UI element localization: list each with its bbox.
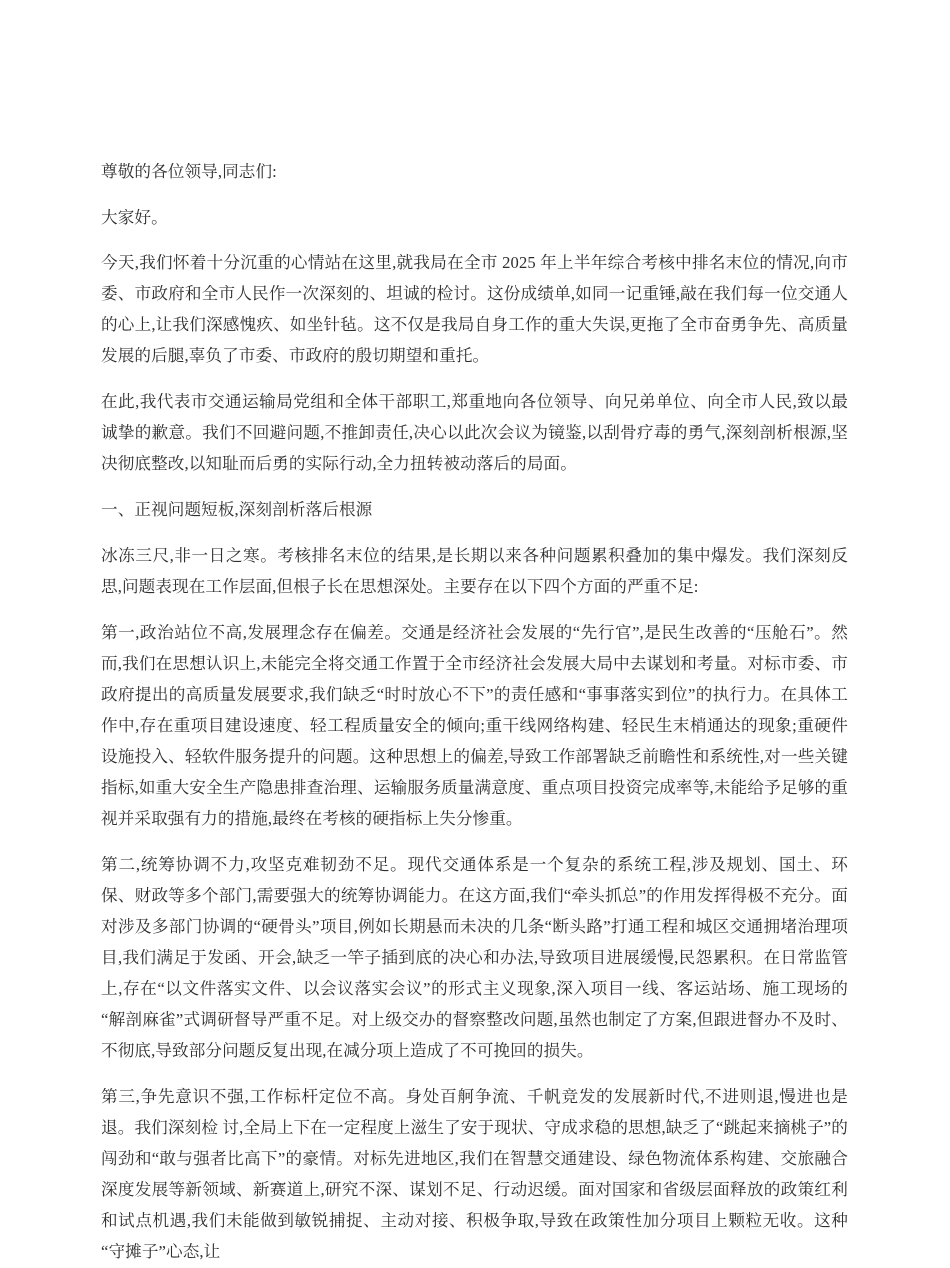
- section-1-lead-paragraph: 冰冻三尺,非一日之寒。考核排名末位的结果,是长期以来各种问题累积叠加的集中爆发。我们深刻反思,问题表现在工作层面,但根子长在思想深处。主要存在以下四个方面的严重不足:: [101, 545, 848, 597]
- greeting-paragraph: 大家好。: [101, 207, 168, 227]
- intro-paragraph-1: 今天,我们怀着十分沉重的心情站在这里,就我局在全市 2025 年上半年综合考核中排名末位的情况,向市委、市政府和全市人民作一次深刻的、坦诚的检讨。这份成绩单,如同一记重锤,敲在我们每一位交通人的心上,让我们深感愧疚、如坐针毡。这不仅是我局自身工作的重大失误,更拖了全市奋勇争先、高质量发展的后腿,辜负了市委、市政府的殷切期望和重托。: [101, 253, 848, 366]
- salutation-paragraph: 尊敬的各位领导,同志们:: [101, 162, 277, 181]
- intro-paragraph-2: 在此,我代表市交通运输局党组和全体干部职工,郑重地向各位领导、向兄弟单位、向全市人民,致以最诚挚的歉意。我们不回避问题,不推卸责任,决心以此次会议为镜鉴,以刮骨疗毒的勇气,深刻剖析根源,坚决彻底整改,以知耻而后勇的实际行动,全力扭转被动落后的局面。: [101, 392, 848, 474]
- section-1-point-1: 第一,政治站位不高,发展理念存在偏差。交通是经济社会发展的“先行官”,是民生改善的“压舱石”。然而,我们在思想认识上,未能完全将交通工作置于全市经济社会发展大局中去谋划和考量。对标市委、市政府提出的高质量发展要求,我们缺乏“时时放心不下”的责任感和“事事落实到位”的执行力。在具体工作中,存在重项目建设速度、轻工程质量安全的倾向;重干线网络构建、轻民生末梢通达的现象;重硬件设施投入、轻软件服务提升的问题。这种思想上的偏差,导致工作部署缺乏前瞻性和系统性,对一些关键指标,如重大安全生产隐患排查治理、运输服务质量满意度、重点项目投资完成率等,未能给予足够的重视并采取强有力的措施,最终在考核的硬指标上失分惨重。: [101, 622, 848, 829]
- section-1-point-3: 第三,争先意识不强,工作标杆定位不高。身处百舸争流、千帆竞发的发展新时代,不进则退,慢进也是退。我们深刻检 讨,全局上下在一定程度上滋生了安于现状、守成求稳的思想,缺乏了“跳起来摘桃子”的闯劲和“敢与强者比高下”的豪情。对标先进地区,我们在智慧交通建设、绿色物流体系构建、交旅融合深度发展等新领域、新赛道上,研究不深、谋划不足、行动迟缓。面对国家和省级层面释放的政策红利和试点机遇,我们未能做到敏锐捕捉、主动对接、积极争取,导致在政策性加分项目上颗粒无收。这种“守摊子”心态,让: [101, 1086, 848, 1262]
- section-1-point-2: 第二,统筹协调不力,攻坚克难韧劲不足。现代交通体系是一个复杂的系统工程,涉及规划、国土、环保、财政等多个部门,需要强大的统筹协调能力。在这方面,我们“牵头抓总”的作用发挥得极不充分。面对涉及多部门协调的“硬骨头”项目,例如长期悬而未决的几条“断头路”打通工程和城区交通拥堵治理项目,我们满足于发函、开会,缺乏一竿子插到底的决心和办法,导致项目进展缓慢,民怨累积。在日常监管上,存在“以文件落实文件、以会议落实会议”的形式主义现象,深入项目一线、客运站场、施工现场的“解剖麻雀”式调研督导严重不足。对上级交办的督察整改问题,虽然也制定了方案,但跟进督办不及时、不彻底,导致部分问题反复出现,在减分项上造成了不可挽回的损失。: [101, 854, 848, 1061]
- section-heading-1: 一、正视问题短板,深刻剖析落后根源: [101, 499, 373, 519]
